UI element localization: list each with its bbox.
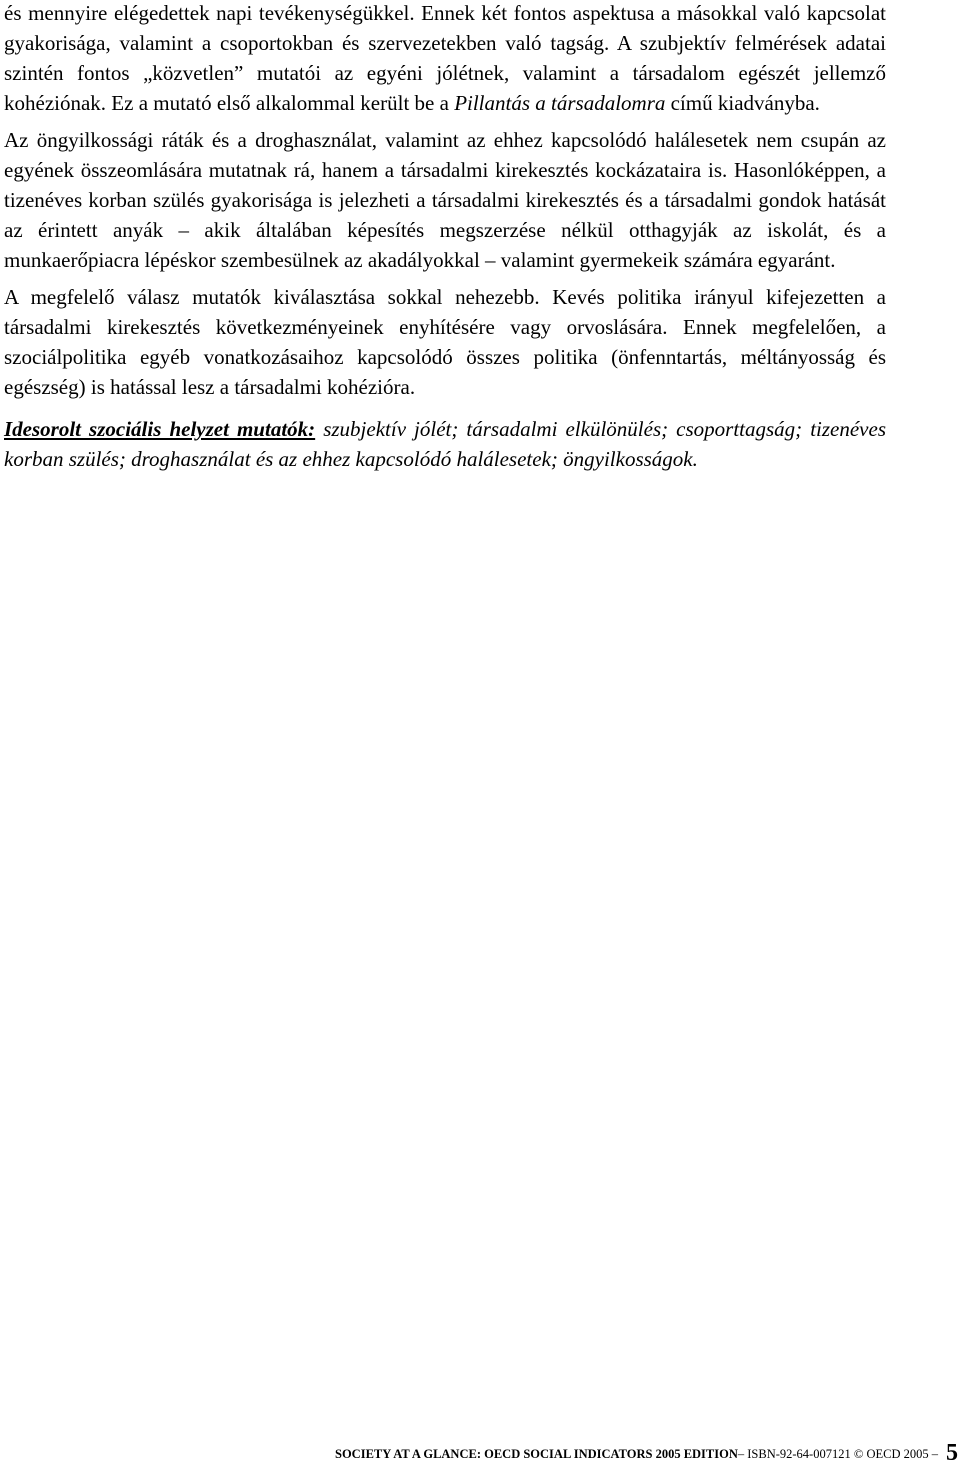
footer-isbn-copyright: – ISBN-92-64-007121 © OECD 2005 – bbox=[737, 1447, 938, 1461]
footer-publication-title: SOCIETY AT A GLANCE: OECD SOCIAL INDICATORS 2005 EDITION bbox=[335, 1447, 738, 1461]
publication-title: Pillantás a társadalomra bbox=[454, 91, 666, 115]
paragraph-text: című kiadványba. bbox=[665, 91, 820, 115]
paragraph-response-indicators: A megfelelő válasz mutatók kiválasztása sokkal nehezebb. Kevés politika irányul kifejezetten a társadalmi kirekesztés következményeinek enyhítésére vagy orvoslására. Ennek megfelelően, a szociálpolitika egyéb vonatkozásaihoz kapcsolódó összes politika (önfenntartás, méltányosság és egészség) is hatással lesz a társadalmi kohézióra. bbox=[4, 285, 886, 399]
paragraph-text: és mennyire elégedettek napi tevékenységükkel. Ennek két fontos aspektusa a másokkal való kapcsolat gyakorisága, valamint a csoportokban és szervezetekben való tagság. A szubjektív felmérések adatai szintén fontos „közvetlen” mutatói az egyéni jólétnek, valamint a társadalom egészét jellemző kohéziónak. Ez a mutató első alkalommal került be a bbox=[4, 1, 886, 115]
indicator-list-label: Idesorolt szociális helyzet mutatók: bbox=[4, 417, 316, 441]
paragraph-suicide-drug-use: Az öngyilkossági ráták és a droghasználat, valamint az ehhez kapcsolódó halálesetek nem csupán az egyének összeomlására mutatnak rá, hanem a társadalmi kirekesztés kockázataira is. Hasonlóképpen, a tizenéves korban szülés gyakorisága is jelezheti a társadalmi kirekesztés és a társadalmi gondok hatását az érintett anyák – akik általában képesítés megszerzése nélkül otthagyják az iskolát, és a munkaerőpiacra lépéskor szembesülnek az akadályokkal – valamint gyermekeik számára egyaránt. bbox=[4, 128, 886, 272]
paragraph-indicator-list bbox=[4, 414, 886, 474]
page-body bbox=[4, 0, 886, 474]
paragraph-subjective-wellbeing bbox=[4, 0, 886, 118]
page-number: 5 bbox=[946, 1440, 958, 1466]
indicator-list-items: szubjektív jólét; társadalmi elkülönülés; csoporttagság; tizenéves korban szülés; droghasználat és az ehhez kapcsolódó halálesetek; öngyilkosságok. bbox=[4, 417, 886, 471]
